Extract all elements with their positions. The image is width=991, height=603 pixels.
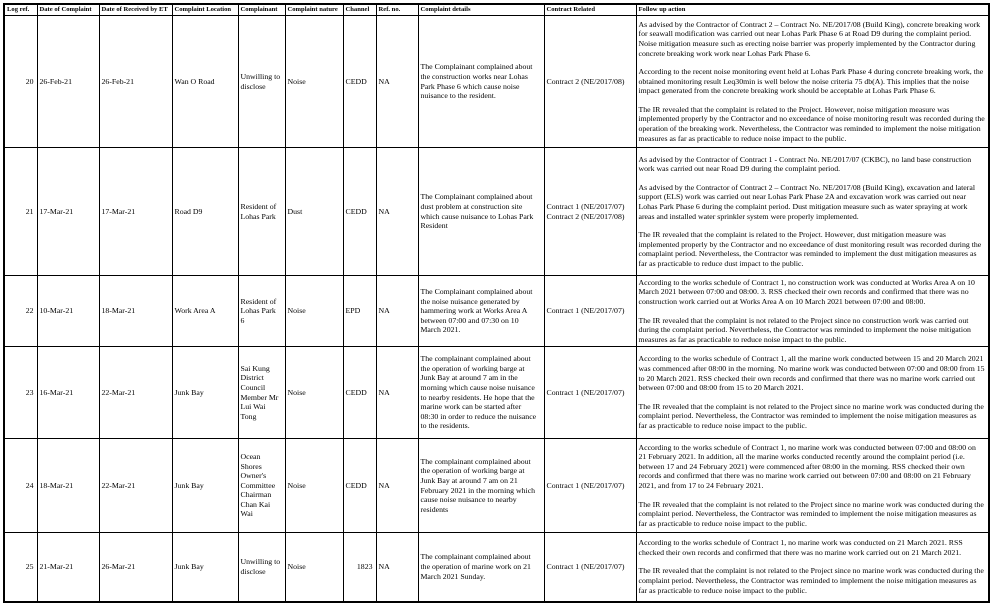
cell-date-received: 17-Mar-21	[99, 148, 172, 276]
cell-channel: CEDD	[343, 347, 376, 439]
table-row	[4, 347, 989, 439]
cell-location: Road D9	[172, 148, 238, 276]
column-header-contract-related: Contract Related	[544, 4, 636, 16]
cell-ref-no: NA	[376, 276, 418, 347]
cell-ref-no: NA	[376, 439, 418, 533]
cell-date-of-complaint: 10-Mar-21	[37, 276, 99, 347]
header-row	[4, 4, 989, 16]
cell-ref-no: NA	[376, 347, 418, 439]
column-header-log-ref: Log ref.	[4, 4, 37, 16]
cell-date-of-complaint: 18-Mar-21	[37, 439, 99, 533]
cell-complainant: Unwilling to disclose	[238, 533, 285, 602]
cell-location: Junk Bay	[172, 347, 238, 439]
column-header-nature: Complaint nature	[285, 4, 343, 16]
contract-related-line: Contract 1 (NE/2017/07)	[546, 201, 625, 211]
cell-follow-up	[636, 16, 989, 148]
cell-channel: EPD	[343, 276, 376, 347]
follow-up-paragraph: According to the works schedule of Contract 1, no marine work was conducted on 21 March 2021. RSS checked their own records and confirmed that there was no marine work carried out on 21 March 2021.	[638, 538, 963, 557]
cell-complainant: Resident of Lohas Park	[238, 148, 285, 276]
follow-up-paragraph: According to the works schedule of Contract 1, no marine work was conducted between 07:00 and 08:00 on 21 February 2021. In addition, all the marine works conducted recently around the complaint period (i.e. between 17 and 24 February 2021) were commenced after 08:00 in the morning. RSS checked their own records and confirmed that there was no marine work carried out between 07:00 and 08:00 on 21 February 2021, and from 17 to 24 February 2021.	[638, 442, 976, 490]
cell-follow-up	[636, 347, 989, 439]
cell-nature: Noise	[285, 16, 343, 148]
table-wrapper	[3, 3, 990, 603]
cell-follow-up	[636, 148, 989, 276]
cell-channel: CEDD	[343, 439, 376, 533]
cell-date-received: 26-Mar-21	[99, 533, 172, 602]
contract-related-line: Contract 2 (NE/2017/08)	[546, 211, 625, 221]
cell-contract-related	[544, 439, 636, 533]
cell-log-ref: 23	[4, 347, 37, 439]
table-row	[4, 148, 989, 276]
cell-nature: Noise	[285, 533, 343, 602]
column-header-complainant: Complainant	[238, 4, 285, 16]
cell-ref-no: NA	[376, 533, 418, 602]
cell-complainant: Sai Kung District Council Member Mr Lui Wai Tong	[238, 347, 285, 439]
cell-contract-related	[544, 347, 636, 439]
cell-complainant: Ocean Shores Owner's Committee Chairman Chan Kai Wai	[238, 439, 285, 533]
cell-log-ref: 20	[4, 16, 37, 148]
contract-related-line: Contract 1 (NE/2017/07)	[546, 561, 625, 571]
cell-follow-up	[636, 276, 989, 347]
follow-up-paragraph: The IR revealed that the complaint is not related to the Project since no marine work was conducted during the complaint period. Nevertheless, the Contractor was reminded to implement the noise mitigation measures as far as practicable to reduce noise impact to the public.	[638, 401, 984, 430]
table-row	[4, 276, 989, 347]
cell-date-received: 18-Mar-21	[99, 276, 172, 347]
follow-up-paragraph: According to the works schedule of Contract 1, all the marine work conducted between 15 and 20 March 2021 was commenced after 08:00 in the morning. No marine work was conducted between 07:00 and 08:00 from 15 to 20 March 2021. RSS checked their own records and confirmed that there was no marine work carried out between 07:00 and 08:00 from 15 to 20 March 2021.	[638, 354, 985, 393]
contract-related-line: Contract 1 (NE/2017/07)	[546, 306, 625, 316]
cell-contract-related	[544, 16, 636, 148]
follow-up-paragraph: According to the recent noise monitoring event held at Lohas Park Phase 4 during concrete breaking work, the obtained monitoring result Leq30min is well below the noise criteria 75 db(A). This implies that the noise impact generated from the concrete breaking work should be acceptable at Lohas Park Phase 6.	[638, 67, 984, 96]
cell-location: Junk Bay	[172, 439, 238, 533]
cell-complainant: Resident of Lohas Park 6	[238, 276, 285, 347]
cell-nature: Noise	[285, 439, 343, 533]
cell-details: The complainant complained about the operation of working barge at Junk Bay at around 7 am on 21 February 2021 in the morning which cause noise nuisance to nearby residents	[418, 439, 544, 533]
table-row	[4, 439, 989, 533]
column-header-details: Complaint details	[418, 4, 544, 16]
cell-log-ref: 22	[4, 276, 37, 347]
table-body	[4, 16, 989, 602]
column-header-ref-no: Ref. no.	[376, 4, 418, 16]
column-header-follow-up: Follow up action	[636, 4, 989, 16]
follow-up-paragraph: The IR revealed that the complaint is related to the Project. However, noise mitigation measure was implemented properly by the Contractor and no exceedance of noise monitoring result was recorded during the operation of the breaking work. Nevertheless, the Contractor was reminded to implement the noise mitigation measures as far as practicable to reduce noise impact to the public.	[638, 104, 985, 143]
cell-location: Wan O Road	[172, 16, 238, 148]
cell-nature: Noise	[285, 276, 343, 347]
complaint-log-table	[3, 3, 990, 603]
cell-nature: Noise	[285, 347, 343, 439]
cell-complainant: Unwilling to disclose	[238, 16, 285, 148]
cell-contract-related	[544, 533, 636, 602]
cell-details: The complainant complained about the operation of marine work on 21 March 2021 Sunday.	[418, 533, 544, 602]
cell-channel: CEDD	[343, 16, 376, 148]
contract-related-line: Contract 1 (NE/2017/07)	[546, 387, 625, 397]
cell-date-of-complaint: 17-Mar-21	[37, 148, 99, 276]
column-header-channel: Channel	[343, 4, 376, 16]
cell-channel: 1823	[343, 533, 376, 602]
follow-up-paragraph: The IR revealed that the complaint is not related to the Project since no marine work was conducted during the complaint period. Nevertheless, the Contractor was reminded to implement the noise mitigation measures as far as practicable to reduce noise impact to the public.	[638, 566, 984, 595]
cell-log-ref: 24	[4, 439, 37, 533]
cell-ref-no: NA	[376, 148, 418, 276]
cell-details: The Complainant complained about dust problem at construction site which cause nuisance to Lohas Park Resident	[418, 148, 544, 276]
follow-up-paragraph: The IR revealed that the complaint is not related to the Project since no marine work was conducted during the complaint period. Nevertheless, the Contractor was reminded to implement the noise mitigation measures as far as practicable to reduce noise impact to the public.	[638, 499, 984, 528]
cell-date-received: 22-Mar-21	[99, 439, 172, 533]
cell-nature: Dust	[285, 148, 343, 276]
follow-up-paragraph: The IR revealed that the complaint is related to the Project. However, dust mitigation measure was implemented properly by the Contractor and no exceedance of dust monitoring result was recorded during the comaplaint period. Nevertheless, the Contractor was reminded to implement the dust mitigation measures as far as practicable to reduce dust impact to the public.	[638, 230, 982, 268]
cell-date-of-complaint: 26-Feb-21	[37, 16, 99, 148]
table-row	[4, 16, 989, 148]
cell-date-of-complaint: 21-Mar-21	[37, 533, 99, 602]
table-row	[4, 533, 989, 602]
cell-log-ref: 25	[4, 533, 37, 602]
cell-follow-up	[636, 533, 989, 602]
cell-contract-related	[544, 148, 636, 276]
cell-channel: CEDD	[343, 148, 376, 276]
follow-up-paragraph: As advised by the Contractor of Contract 2 – Contract No. NE/2017/08 (Build King), excavation and lateral support (ELS) work was carried out near Lohas Park Phase 2A and excavation work was carried out near Lohas Park Phase 6 during the complaint period. Dust mitigation measure such as water spraying at work areas and installed water sprinkler system were properly implemented.	[638, 182, 975, 221]
cell-details: The Complainant complained about the construction works near Lohas Park Phase 6 which cause noise nuisance to the resident.	[418, 16, 544, 148]
follow-up-paragraph: As advised by the Contractor of Contract 2 – Contract No. NE/2017/08 (Build King), concrete breaking work for seawall modification was carried out near Lohas Park Phase 6 at Road D9 during the complaint period. Noise mitigation measure such as erecting noise barrier was properly implemented by the Contractor during concrete breaking work work near Lohas Park Phase 6.	[638, 19, 981, 58]
cell-contract-related	[544, 276, 636, 347]
cell-details: The complainant complained about the operation of working barge at Junk Bay at around 7 am in the morning which cause noise nuisance to nearby residents. He hope that the marine work can be started after 08:30 in order to reduce the nuisance to the residents.	[418, 347, 544, 439]
contract-related-line: Contract 2 (NE/2017/08)	[546, 76, 625, 86]
cell-details: The Complainant complained about the noise nuisance generated by hammering work at Works Area A between 07:00 and 07:30 on 10 March 2021.	[418, 276, 544, 347]
contract-related-line: Contract 1 (NE/2017/07)	[546, 480, 625, 490]
follow-up-paragraph: As advised by the Contractor of Contract 1 - Contract No. NE/2017/07 (CKBC), no land base construction work was carried out near Road D9 during the complaint period.	[638, 154, 972, 174]
cell-date-received: 22-Mar-21	[99, 347, 172, 439]
cell-location: Junk Bay	[172, 533, 238, 602]
cell-date-received: 26-Feb-21	[99, 16, 172, 148]
cell-date-of-complaint: 16-Mar-21	[37, 347, 99, 439]
cell-ref-no: NA	[376, 16, 418, 148]
follow-up-paragraph: The IR revealed that the complaint is not related to the Project since no construction work was carried out during the complaint period. Nevertheless, the Contractor was reminded to implement the noise mitigation measures as far as practicable to reduce noise impact to the public.	[638, 315, 971, 344]
cell-follow-up	[636, 439, 989, 533]
cell-log-ref: 21	[4, 148, 37, 276]
column-header-location: Complaint Location	[172, 4, 238, 16]
column-header-date-received: Date of Received by ET	[99, 4, 172, 16]
cell-location: Work Area A	[172, 276, 238, 347]
follow-up-paragraph: According to the works schedule of Contract 1, no construction work was conducted at Works Area A on 10 March 2021 between 07:00 and 08:00. 3. RSS checked their own records and confirmed that there was no construction work carried out at Works Area A on 10 March 2021 between 07:00 and 08:00.	[638, 277, 975, 306]
column-header-date-of-complaint: Date of Complaint	[37, 4, 99, 16]
